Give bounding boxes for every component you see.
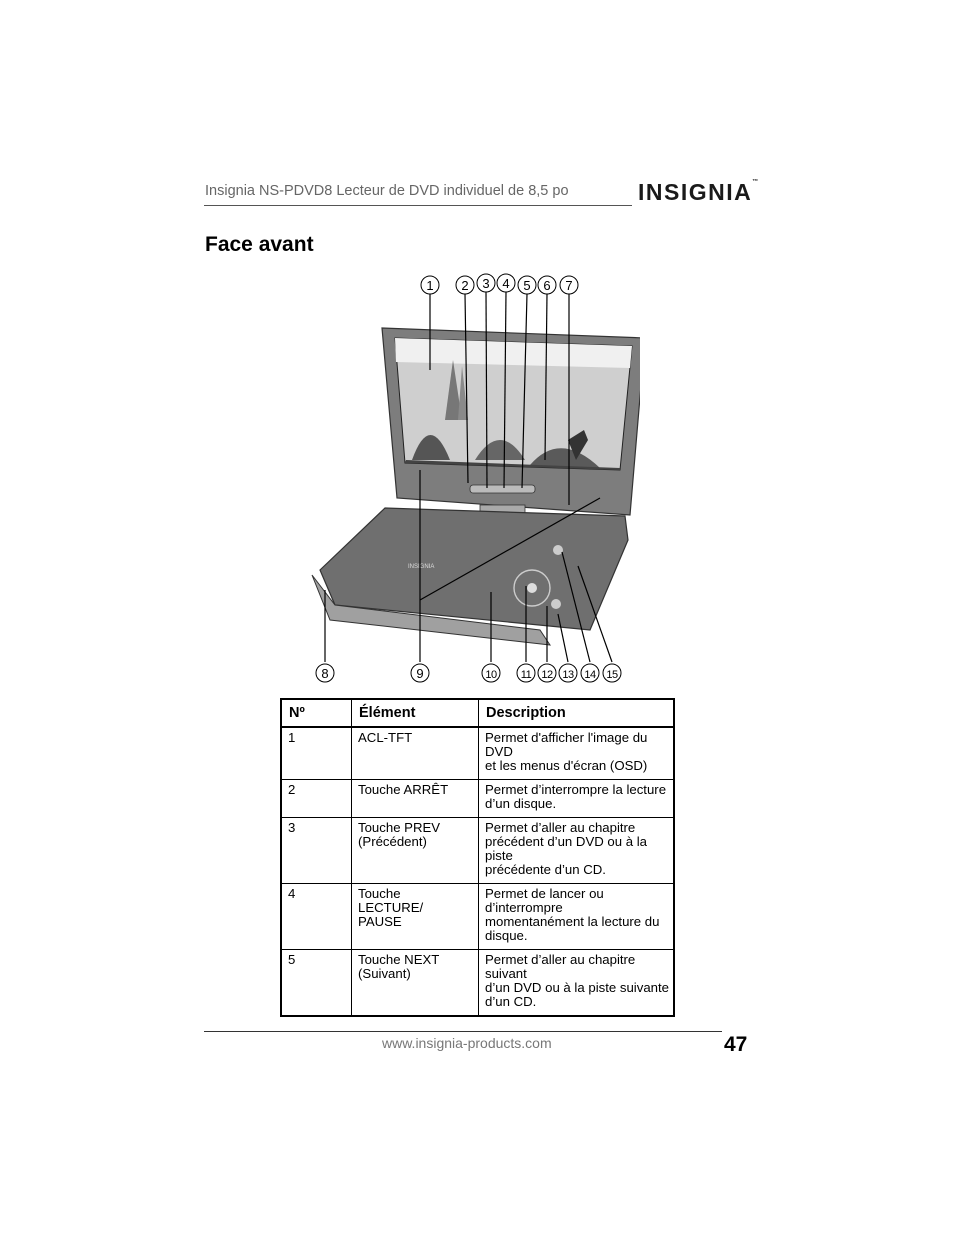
logo-text: INSIGNIA: [638, 179, 753, 205]
callout-2-label: 2: [461, 278, 469, 293]
cell-element: ACL-TFT: [352, 727, 479, 780]
callouts-bottom: [316, 664, 621, 682]
callout-14-label: 14: [584, 669, 596, 681]
cell-no: 5: [281, 950, 352, 1017]
table-row: [281, 818, 674, 884]
table-row: [281, 950, 674, 1017]
table-row: [281, 780, 674, 818]
footer-url: www.insignia-products.com: [382, 1035, 552, 1051]
callout-10: [482, 664, 500, 682]
cell-element: Touche PREV (Précédent): [352, 818, 479, 884]
cell-no: 4: [281, 884, 352, 950]
cell-no: 3: [281, 818, 352, 884]
cell-element: Touche NEXT (Suivant): [352, 950, 479, 1017]
callout-2: [456, 276, 474, 294]
callout-5-label: 5: [523, 278, 531, 293]
dvd-player-illustration: [300, 270, 640, 690]
callout-3: [477, 274, 495, 292]
callout-15-label: 15: [606, 669, 618, 681]
callout-1-label: 1: [426, 278, 434, 293]
cell-description: Permet d’interrompre la lecture d’un disque.: [479, 780, 675, 818]
callout-6: [538, 276, 556, 294]
callout-8: [316, 664, 334, 682]
cell-element: Touche LECTURE/ PAUSE: [352, 884, 479, 950]
callout-4-label: 4: [502, 276, 510, 291]
header-description: Description: [479, 699, 675, 727]
callout-6-label: 6: [543, 278, 551, 293]
callout-10-label: 10: [485, 669, 497, 681]
header-no: Nº: [281, 699, 352, 727]
svg-text:INSIGNIA: INSIGNIA: [408, 564, 435, 570]
callout-9-label: 9: [416, 666, 424, 681]
cell-description: Permet d’aller au chapitre suivant d’un DVD ou à la piste suivante d’un CD.: [479, 950, 675, 1017]
cell-description: Permet de lancer ou d’interrompre momentanément la lecture du disque.: [479, 884, 675, 950]
callout-8-label: 8: [321, 666, 329, 681]
table-row: [281, 727, 674, 780]
callout-4: [497, 274, 515, 292]
cell-no: 2: [281, 780, 352, 818]
callout-9: [411, 664, 429, 682]
callout-7-label: 7: [565, 278, 573, 293]
callout-11: [517, 664, 535, 682]
cell-description: Permet d'afficher l'image du DVD et les menus d'écran (OSD): [479, 727, 675, 780]
callout-3-label: 3: [482, 276, 490, 291]
callout-12-label: 12: [541, 669, 553, 681]
callout-11-label: 11: [520, 669, 532, 681]
callout-15: [603, 664, 621, 682]
callout-13: [559, 664, 577, 682]
cell-element: Touche ARRÊT: [352, 780, 479, 818]
page-number: 47: [724, 1033, 748, 1056]
table-row: [281, 884, 674, 950]
callout-7: [560, 276, 578, 294]
callout-13-label: 13: [562, 669, 574, 681]
callouts-top: [421, 274, 578, 294]
insignia-logo: [638, 179, 758, 206]
running-header: Insignia NS-PDVD8 Lecteur de DVD individuel de 8,5 po: [205, 183, 569, 199]
cell-no: 1: [281, 727, 352, 780]
callout-5: [518, 276, 536, 294]
footer-rule: [204, 1031, 722, 1032]
table-header-row: [281, 699, 674, 727]
callout-14: [581, 664, 599, 682]
section-title: Face avant: [205, 233, 314, 256]
logo-trademark: ™: [752, 179, 759, 185]
callout-1: [421, 276, 439, 294]
callout-12: [538, 664, 556, 682]
header-element: Élément: [352, 699, 479, 727]
cell-description: Permet d’aller au chapitre précédent d’un DVD ou à la piste précédente d’un CD.: [479, 818, 675, 884]
screen-lid: [382, 328, 640, 521]
components-table: [280, 698, 675, 1017]
header-rule: [204, 205, 632, 206]
